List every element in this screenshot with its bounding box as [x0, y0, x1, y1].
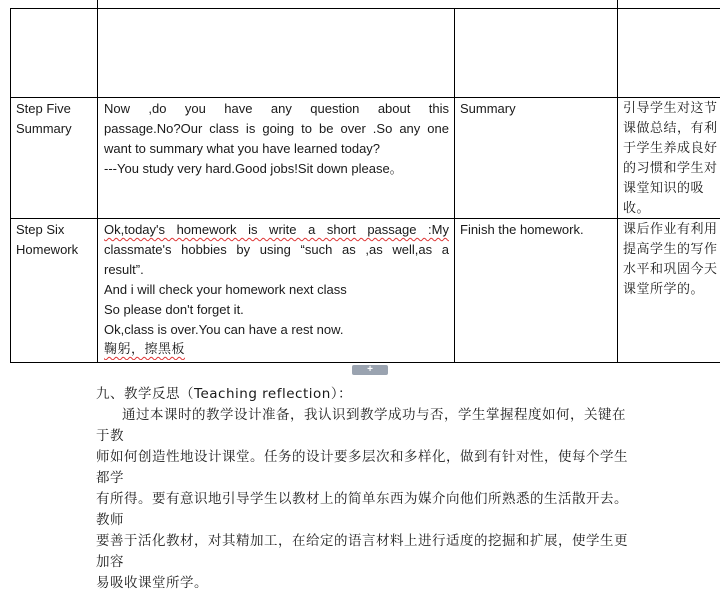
intent-line: 引导学生对这节	[623, 101, 718, 116]
reflection-heading: 九、教学反思（Teaching reflection）：	[96, 386, 353, 402]
process-line: So please don't forget it.	[104, 302, 244, 317]
process-line	[104, 340, 449, 360]
reflection-section	[96, 384, 636, 594]
table-border	[617, 0, 618, 363]
process-text: Ok,today's homework is write a short passage :My	[104, 222, 449, 237]
intent-line: 提高学生的写作	[623, 242, 718, 257]
reflection-line: 师如何创造性地设计课堂。任务的设计要多层次和多样化，做到有针对性，使每个学生都学	[96, 449, 628, 486]
reflection-line: 易吸收课堂所学。	[96, 575, 208, 591]
process-line: passage.No?Our class is going to be over .So any one	[104, 121, 449, 136]
process-line: Now ,do you have any question about this	[104, 101, 449, 116]
process-cell	[104, 220, 449, 360]
table-border	[97, 0, 98, 363]
intent-cell	[623, 220, 720, 300]
step-cell	[16, 220, 94, 260]
process-text: 鞠躬，擦黑板	[104, 342, 186, 357]
reflection-line: 有所得。要有意识地引导学生以教材上的简单东西为媒介向他们所熟悉的生活散开去。教师	[96, 491, 628, 528]
table-border	[10, 218, 720, 219]
row-insert-handle[interactable]: +	[352, 365, 388, 375]
process-line: ---You study very hard.Good jobs!Sit down please。	[104, 161, 403, 176]
activity-text: Finish the homework.	[460, 222, 584, 237]
intent-line: 课堂所学的。	[623, 282, 705, 297]
activity-cell	[460, 99, 612, 119]
process-line: classmate's hobbies by using “such as ,as well,as a	[104, 242, 449, 257]
intent-line: 课做总结，有利	[623, 121, 718, 136]
table-border	[10, 8, 11, 363]
table-border	[10, 8, 720, 9]
intent-line: 水平和巩固今天	[623, 262, 718, 277]
intent-cell	[623, 99, 720, 219]
process-line: want to summary what you have learned today?	[104, 141, 381, 156]
intent-line: 课堂知识的吸	[623, 181, 705, 196]
table-border	[454, 8, 455, 363]
table-border	[10, 362, 720, 363]
step-name: Step Six	[16, 222, 65, 237]
step-name: Step Five	[16, 101, 71, 116]
intent-line: 于学生养成良好	[623, 141, 718, 156]
reflection-line: 通过本课时的教学设计准备，我认识到教学成功与否，学生掌握程度如何，关键在于教	[96, 407, 626, 444]
intent-line: 收。	[623, 201, 651, 216]
activity-text: Summary	[460, 101, 516, 116]
step-title: Homework	[16, 242, 79, 257]
table-border	[10, 97, 720, 98]
step-title: Summary	[16, 121, 72, 136]
step-cell	[16, 99, 94, 139]
intent-line: 课后作业有利用	[623, 222, 718, 237]
reflection-line: 要善于活化教材，对其精加工，在给定的语言材料上进行适度的挖掘和扩展，使学生更加容	[96, 533, 628, 570]
process-line	[104, 220, 449, 240]
process-line: Ok,class is over.You can have a rest now.	[104, 322, 344, 337]
process-line: result”.	[104, 262, 144, 277]
process-line: And i will check your homework next class	[104, 282, 347, 297]
intent-line: 的习惯和学生对	[623, 161, 718, 176]
activity-cell	[460, 220, 612, 240]
process-cell	[104, 99, 449, 179]
